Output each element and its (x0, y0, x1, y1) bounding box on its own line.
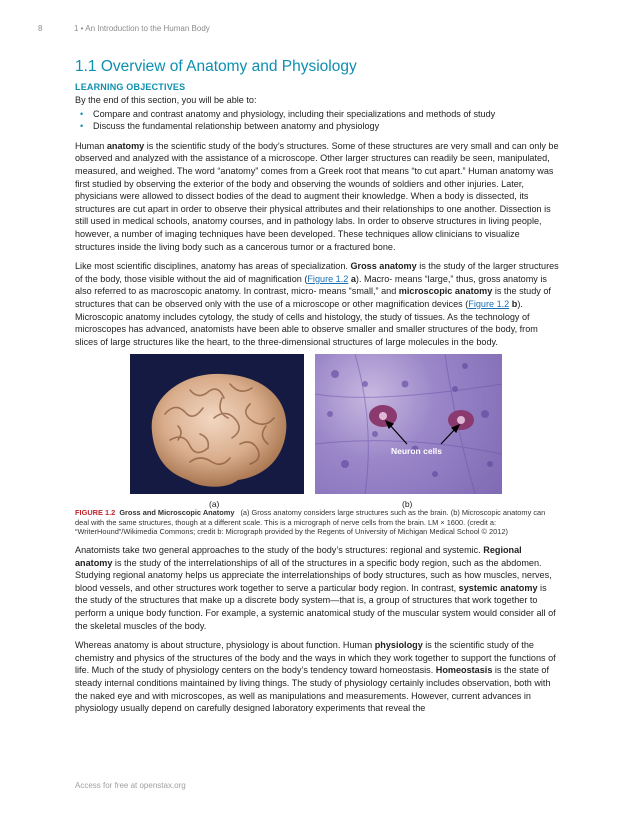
bullet-icon: • (80, 121, 84, 132)
paragraph-physiology: Whereas anatomy is about structure, physiology is about function. Human physiology is the scientific study of the chemistry and physics of the structures of the body and the ways in which they work together to support the functions of life. Much of the study of physiology centers on the body’s tendency toward homeostasis. Homeostasis is the state of steady internal conditions maintained by living things. The study of physiology certainly includes observation, both with the naked eye and with microscopes, as well as manipulations and measurements. However, current advances in physiology usually depend on carefully designed laboratory experiments that reveal the (75, 640, 556, 714)
term-gross-anatomy: Gross anatomy (350, 261, 417, 272)
paragraph-anatomy: Human anatomy is the scientific study of the body’s structures. Some of these structures are very small and can only be observed and analyzed with the assistance of a microscope. Other larger structures can readily be seen, manipulated, measured, and weighed. The word “anatomy” comes from a Greek root that means “to cut apart.” Human anatomy was first studied by observing the exterior of the body and observing the wounds of soldiers and other injuries. Later, physicians were allowed to dissect bodies of the dead to augment their knowledge. When a body is dissected, its structures are cut apart in order to observe their physical attributes and their relationships to one another. Dissection is still used in medical schools, anatomy courses, and in pathology labs. In order to observe structures in living people, however, a number of imaging techniques have been developed. These techniques allow clinicians to visualize structures inside the living body such as a cancerous tumor or a fractured bone. (75, 140, 559, 252)
figure-1-2-link[interactable]: Figure 1.2 (307, 273, 349, 284)
learning-objectives-heading: LEARNING OBJECTIVES (75, 82, 186, 92)
brain-photo (130, 354, 304, 494)
chapter-title: 1 • An Introduction to the Human Body (74, 24, 210, 33)
paragraph-regional-systemic: Anatomists take two general approaches to the study of the body’s structures: regional and systemic. Regional anatomy is the study of the interrelationships of all of the structures in a specific body region, such as the abdomen. Studying regional anatomy helps us appreciate the interrelationships of body structures, such as how muscles, nerves, blood vessels, and other structures work together to serve a particular body region. In contrast, systemic anatomy is the study of the structures that make up a discrete body system—that is, a group of structures that work together to perform a unique body function. For example, a systemic anatomical study of the muscular system would consider all of the skeletal muscles of the body. (75, 545, 556, 631)
page-content (75, 58, 559, 715)
paragraph-specialization: Like most scientific disciplines, anatomy has areas of specialization. Gross anatomy is the study of the larger structures of the body, those visible without the aid of magnification (Figure 1.2 a). Macro- means “large,” thus, gross anatomy is also referred to as macroscopic anatomy. In contrast, micro- means “small,” and microscopic anatomy is the study of structures that can be observed only with the use of a microscope or other magnification devices (Figure 1.2 b). Microscopic anatomy includes cytology, the study of cells and histology, the study of tissues. As the technology of microscopes has advanced, anatomists have been able to observe smaller and smaller structures of the body, from slices of large structures like the heart, to the three-dimensional structures of large molecules in the body. (75, 261, 559, 347)
term-physiology: physiology (374, 640, 423, 651)
learning-objectives-list (75, 108, 559, 133)
term-microscopic-anatomy: microscopic anatomy (398, 286, 493, 297)
term-anatomy: anatomy (106, 140, 145, 151)
footer[interactable]: Access for free at openstax.org (75, 781, 186, 790)
bullet-icon: • (80, 108, 84, 119)
learning-objectives-intro: By the end of this section, you will be able to: (75, 95, 257, 105)
page-number: 8 (38, 24, 43, 33)
neuron-cells-label: Neuron cells (391, 446, 443, 457)
figure-label-a: (a) (209, 499, 220, 510)
figure-number: FIGURE 1.2 (75, 508, 116, 518)
term-systemic-anatomy: systemic anatomy (458, 582, 538, 593)
figure-1-2-link[interactable]: Figure 1.2 (468, 298, 510, 309)
term-homeostasis: Homeostasis (435, 665, 493, 676)
term-regional-anatomy: Regional anatomy (75, 545, 522, 568)
list-item: • Compare and contrast anatomy and physiology, including their specializations and methods of study (80, 108, 496, 119)
list-item: • Discuss the fundamental relationship between anatomy and physiology (80, 121, 380, 132)
neuron-micrograph (315, 354, 502, 494)
running-head (38, 24, 210, 33)
figure-title: Gross and Microscopic Anatomy (119, 508, 235, 518)
figure-1-2 (75, 354, 559, 510)
section-title: 1.1 Overview of Anatomy and Physiology (75, 58, 357, 75)
figure-label-b: (b) (402, 499, 413, 510)
figure-caption: FIGURE 1.2 Gross and Microscopic Anatomy (a) Gross anatomy considers large structures such as the brain. (b) Microscopic anatomy can deal with the same structures, though at a different scale. This is a micrograph of nerve cells from the brain. LM × 1600. (credit a: “WriterHound”/Wikimedia Commons; credit b: Micrograph provided by the Regents of University of Michigan Medical School © 2012) (75, 508, 546, 537)
